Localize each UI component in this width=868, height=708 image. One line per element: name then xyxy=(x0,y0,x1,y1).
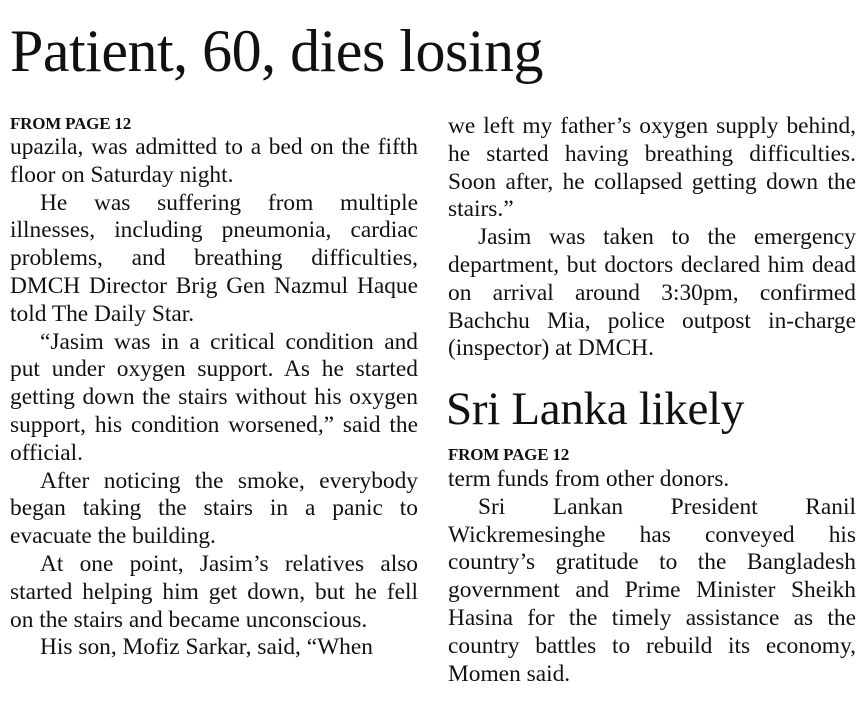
paragraph: Sri Lankan President Ranil Wickremesinghe has conveyed his country’s gratitude to the Bangladesh government and Prime Minister Sheikh Hasina for the timely assistance as the country battles to rebuild its economy, Momen said. xyxy=(448,493,856,687)
paragraph: He was suffering from multiple illnesses, including pneumonia, cardiac problems, and breathing difficulties, DMCH Director Brig Gen Nazmul Haque told The Daily Star. xyxy=(10,189,418,327)
paragraph: At one point, Jasim’s relatives also started helping him get down, but he fell on the stairs and became unconscious. xyxy=(10,550,418,633)
paragraph: we left my father’s oxygen supply behind, he started having breathing difficulties. Soon after, he collapsed getting down the stairs.” xyxy=(448,113,856,223)
dateline: FROM PAGE 12 xyxy=(448,445,569,464)
second-article-headline: Sri Lanka likely xyxy=(446,383,745,435)
article-column-2 xyxy=(448,113,856,363)
paragraph: term funds from other donors. xyxy=(448,466,730,492)
paragraph: After noticing the smoke, everybody began taking the stairs in a panic to evacuate the building. xyxy=(10,467,418,550)
paragraph: “Jasim was in a critical condition and put under oxygen support. As he started getting down the stairs without his oxygen support, his condition worsened,” said the official. xyxy=(10,328,418,466)
paragraph: His son, Mofiz Sarkar, said, “When xyxy=(40,634,373,661)
dateline: FROM PAGE 12 xyxy=(10,114,131,133)
paragraph: upazila, was admitted to a bed on the fifth floor on Saturday night. xyxy=(10,134,418,188)
article-column-1 xyxy=(10,134,418,662)
paragraph: Jasim was taken to the emergency department, but doctors declared him dead on arrival around 3:30pm, confirmed Bachchu Mia, police outpost in-charge (inspector) at DMCH. xyxy=(448,224,856,362)
article-headline: Patient, 60, dies losing xyxy=(10,18,543,84)
second-article-body xyxy=(448,466,856,688)
